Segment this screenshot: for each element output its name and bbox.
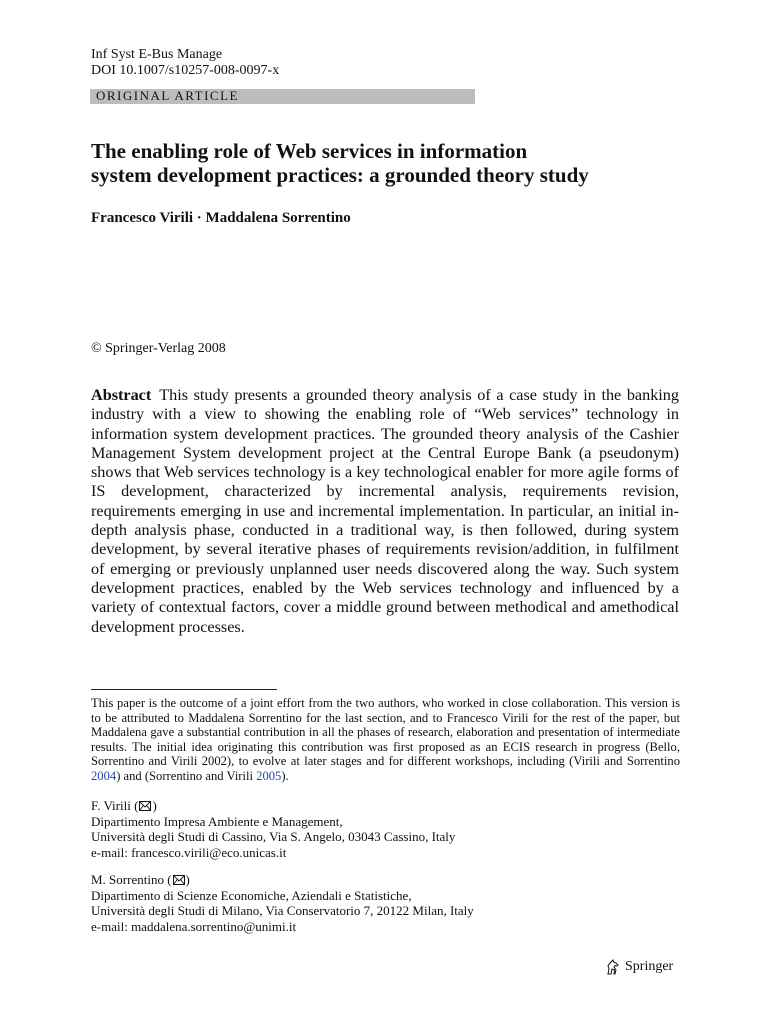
affiliation-email[interactable]: e-mail: maddalena.sorrentino@unimi.it <box>91 918 297 934</box>
springer-horse-logo-icon <box>605 959 621 976</box>
publisher-name: Springer <box>625 959 674 974</box>
envelope-icon[interactable] <box>173 875 185 885</box>
footnote-text: This paper is the outcome of a joint effort from the two authors, who worked in close collaboration. This version is to be attributed to Maddalena Sorrentino for the last section, and to Francesco Virili for the rest of the paper, but Maddalena gave a substantial contribution in all the phases of research, elaboration and presentation of intermediate results. The initial idea originating this contribution was first proposed as an ECIS research in progress (Bello, Sorrentino and Virili 2002), to evolve at later stages and for different workshops, including (Virili and Sorrentino <box>91 696 680 769</box>
affiliation-virili: F. Virili ( ) Dipartimento Impresa Ambiente e Management, Università degli Studi di Cassino, Via S. Angelo, 03043 Cassino, Italy e-mail: francesco.virili@eco.unicas.it <box>91 798 651 860</box>
footnote-text-end: ). <box>281 768 289 783</box>
affiliation-dept: Dipartimento Impresa Ambiente e Management, <box>91 813 343 829</box>
affiliation-name: F. Virili <box>91 798 131 813</box>
footnote <box>91 696 680 784</box>
affiliation-univ: Università degli Studi di Milano, Via Conservatorio 7, 20122 Milan, Italy <box>91 903 474 918</box>
affiliation-name: M. Sorrentino <box>91 872 164 887</box>
copyright-notice: © Springer-Verlag 2008 <box>91 341 226 356</box>
footnote-text-mid: ) and (Sorrentino and Virili <box>116 768 257 783</box>
authors: Francesco Virili · Maddalena Sorrentino <box>91 210 351 226</box>
publisher-mark <box>605 958 673 976</box>
journal-name: Inf Syst E-Bus Manage <box>91 47 223 62</box>
paper-title <box>91 139 691 187</box>
title-line-2: system development practices: a grounded theory study <box>91 163 589 187</box>
affiliation-dept: Dipartimento di Scienze Economiche, Aziendali e Statistiche, <box>91 887 412 903</box>
article-type-label: ORIGINAL ARTICLE <box>96 88 239 103</box>
affiliation-sorrentino: M. Sorrentino ( ) Dipartimento di Scienze Economiche, Aziendali e Statistiche, Università degli Studi di Milano, Via Conservatorio 7, 20122 Milan, Italy e-mail: maddalena.sorrentino@unimi.it <box>91 872 651 934</box>
citation-link-2005[interactable]: 2005 <box>256 768 282 783</box>
doi[interactable]: DOI 10.1007/s10257-008-0097-x <box>91 63 280 78</box>
envelope-icon[interactable] <box>139 801 151 811</box>
abstract-text: This study presents a grounded theory analysis of a case study in the banking industry with a view to showing the enabling role of “Web services” technology in information system development practices. The grounded theory analysis of the Cashier Management System development project at the Central Europe Bank (a pseudonym) shows that Web services technology is a key technological enabler for more agile forms of IS development, characterized by incremental analysis, requirements revision, requirements emerging in use and incremental implementation. In particular, an initial in-depth analysis phase, conducted in a traditional way, is then followed, during system development, by several iterative phases of requirements revision/addition, in fulfilment of emerging or previously unplanned user needs discovered along the way. Such system development practices, enabled by the Web services technology and influenced by a variety of contextual factors, cover a middle ground between methodical and amethodical development processes. <box>91 386 679 636</box>
affiliation-univ: Università degli Studi di Cassino, Via S. Angelo, 03043 Cassino, Italy <box>91 829 456 844</box>
article-type-bar <box>90 89 475 104</box>
journal-header <box>91 47 279 79</box>
affiliation-email[interactable]: e-mail: francesco.virili@eco.unicas.it <box>91 844 287 860</box>
footnote-divider <box>91 689 277 690</box>
title-line-1: The enabling role of Web services in information <box>91 139 528 163</box>
abstract <box>91 386 679 637</box>
abstract-heading: Abstract <box>91 386 152 404</box>
citation-link-2004[interactable]: 2004 <box>91 768 117 783</box>
